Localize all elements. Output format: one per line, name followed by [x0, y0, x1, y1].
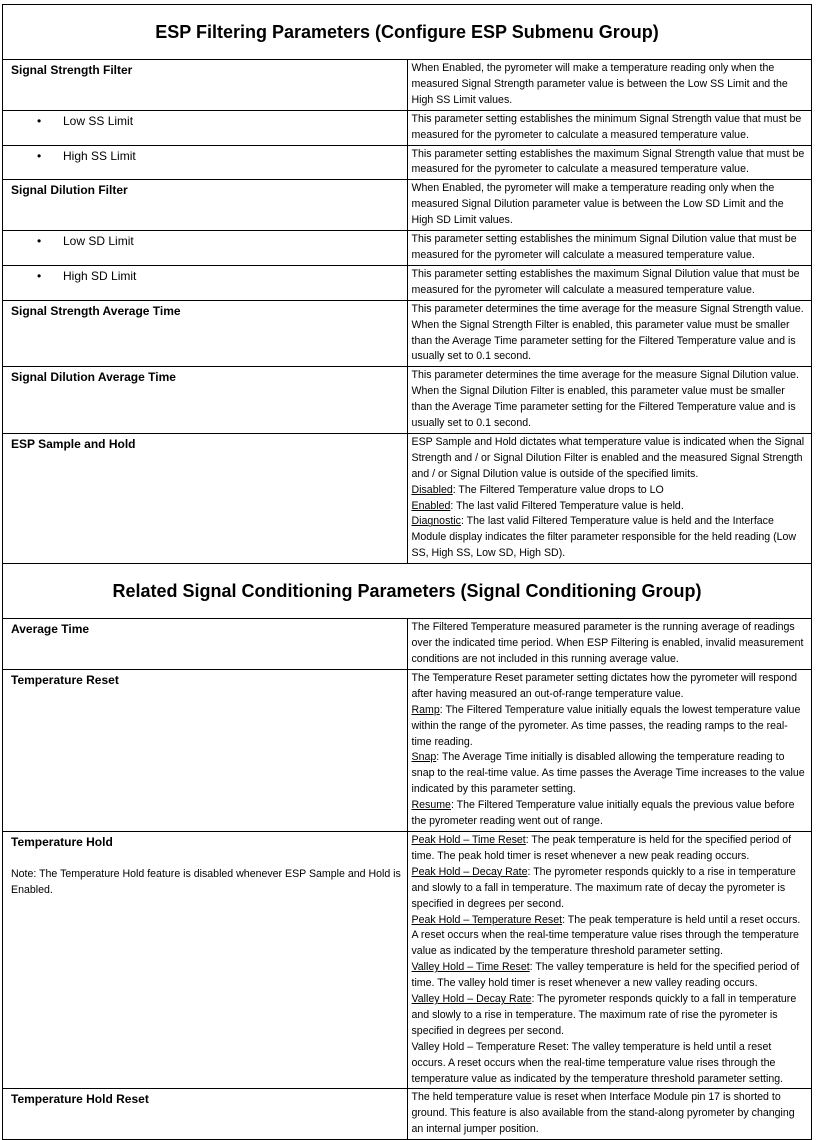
table-row — [3, 231, 812, 266]
option-term: Valley Hold – Time Reset — [411, 961, 530, 974]
table-row — [3, 831, 812, 1089]
param-description: When Enabled, the pyrometer will make a temperature reading only when the measured Signal Strength parameter value is between the Low SS Limit and the High SS Limit values. — [407, 60, 812, 111]
param-label: Signal Dilution Average Time — [3, 367, 408, 434]
param-label: ESP Sample and Hold — [3, 433, 408, 563]
option-peak-time-reset — [412, 833, 808, 865]
option-term: Diagnostic — [411, 515, 461, 528]
option-term: Peak Hold – Decay Rate — [411, 865, 528, 878]
option-text: : The peak temperature is held until a reset occurs. A reset occurs when the real-time temperature value rises through the temperature value as indicated by the temperature threshold parameter setting. — [411, 913, 801, 958]
param-label-text: Low SS Limit — [63, 113, 134, 128]
table-row — [3, 619, 812, 670]
option-peak-decay-rate — [412, 865, 808, 913]
option-valley-temperature-reset: Valley Hold – Temperature Reset: The valley temperature is held until a reset occurs. A reset occurs when the real-time temperature value rises through the temperature value as indicated by the temperature threshold parameter setting. — [411, 1040, 784, 1085]
param-label-sub — [3, 110, 408, 145]
option-term: Peak Hold – Temperature Reset — [411, 913, 563, 926]
param-label: Average Time — [3, 619, 408, 670]
option-term: Enabled — [411, 499, 451, 512]
option-snap — [412, 750, 808, 798]
description-intro: The Temperature Reset parameter setting dictates how the pyrometer will respond after having measured an out-of-range temperature value. — [411, 671, 797, 700]
option-term: Valley Hold – Decay Rate — [411, 993, 532, 1006]
option-term: Peak Hold – Time Reset — [411, 833, 526, 846]
option-term: Ramp — [411, 703, 440, 716]
table-row — [3, 145, 812, 180]
table-row — [3, 1089, 812, 1140]
param-description — [407, 831, 812, 1089]
option-text: : The pyrometer responds quickly to a rise in temperature and slowly to a fall in temperature. The maximum rate of decay the pyrometer is specified in degrees per second. — [411, 865, 796, 910]
section-title-signal-conditioning: Related Signal Conditioning Parameters (Signal Conditioning Group) — [3, 564, 812, 619]
param-label-sub — [3, 231, 408, 266]
param-label: Temperature Hold Reset — [3, 1089, 408, 1140]
bullet-icon: • — [37, 234, 42, 249]
param-label: Temperature Reset — [3, 669, 408, 831]
option-text: : The peak temperature is held for the specified period of time. The peak hold timer is reset whenever a new peak reading occurs. — [411, 833, 792, 862]
param-label-sub — [3, 145, 408, 180]
option-valley-time-reset — [412, 960, 808, 992]
param-label-text: High SD Limit — [63, 268, 137, 283]
option-diagnostic — [412, 514, 808, 562]
option-term: Snap — [411, 751, 437, 764]
table-row — [3, 300, 812, 367]
option-text: : The Filtered Temperature value initially equals the previous value before the pyrometer reading went out of range. — [411, 799, 795, 828]
param-label: Signal Dilution Filter — [3, 180, 408, 231]
table-row — [3, 265, 812, 300]
param-label — [3, 831, 408, 1089]
option-text: : The Filtered Temperature value drops to LO — [452, 483, 664, 496]
param-description: This parameter setting establishes the minimum Signal Strength value that must be measured for the pyrometer to calculate a measured temperature value. — [407, 110, 812, 145]
param-label: Signal Strength Average Time — [3, 300, 408, 367]
param-description: The Filtered Temperature measured parameter is the running average of readings over the indicated time period. When ESP Filtering is enabled, invalid measurement conditions are not included in this running average value. — [407, 619, 812, 670]
param-description: When Enabled, the pyrometer will make a temperature reading only when the measured Signal Dilution parameter value is between the Low SD Limit and the High SD Limit values. — [407, 180, 812, 231]
table-row — [3, 367, 812, 434]
option-term: Disabled — [411, 483, 453, 496]
option-text: : The pyrometer responds quickly to a fall in temperature and slowly to a rise in temperature. The maximum rate of rise the pyrometer is specified in degrees per second. — [411, 993, 797, 1037]
param-description: This parameter determines the time average for the measure Signal Dilution value. When the Signal Dilution Filter is enabled, this parameter value must be smaller than the Average Time parameter setting for the Filtered Temperature value and is usually set to 0.1 second. — [407, 367, 812, 434]
param-description: This parameter determines the time average for the measure Signal Strength value. When the Signal Strength Filter is enabled, this parameter value must be smaller than the Average Time parameter setting for the Filtered Temperature value and is usually set to 0.1 second. — [407, 300, 812, 367]
option-text: : The last valid Filtered Temperature value is held. — [450, 499, 684, 512]
section-header-row — [3, 5, 812, 60]
option-valley-decay-rate — [412, 992, 808, 1040]
description-intro: ESP Sample and Hold dictates what temperature value is indicated when the Signal Strength and / or Signal Dilution Filter is enabled and the measured Signal Strength and / or Signal Dilution value is outside of the specified limits. — [411, 435, 805, 480]
param-label-text: High SS Limit — [63, 148, 136, 163]
option-text: : The valley temperature is held for the specified period of time. The valley hold timer is reset whenever a new valley reading occurs. — [411, 961, 800, 990]
param-label-sub — [3, 265, 408, 300]
table-row — [3, 180, 812, 231]
option-text: : The Average Time initially is disabled allowing the temperature reading to snap to the real-time value. As time passes the Average Time increases to the value indicated by this parameter setting. — [411, 751, 805, 796]
table-row — [3, 60, 812, 111]
bullet-icon: • — [37, 268, 42, 283]
temperature-hold-note: Note: The Temperature Hold feature is disabled whenever ESP Sample and Hold is Enabled. — [11, 867, 401, 896]
option-peak-temperature-reset — [412, 913, 808, 961]
option-term: Resume — [411, 799, 451, 812]
param-description: This parameter setting establishes the maximum Signal Dilution value that must be measured for the pyrometer will calculate a measured temperature value. — [407, 265, 812, 300]
bullet-icon: • — [37, 113, 42, 128]
table-row — [3, 110, 812, 145]
section-title-esp-filtering: ESP Filtering Parameters (Configure ESP Submenu Group) — [3, 5, 812, 60]
option-ramp — [412, 703, 808, 751]
esp-parameters-table — [2, 4, 812, 1140]
param-label: Signal Strength Filter — [3, 60, 408, 111]
param-label-text: Temperature Hold — [11, 834, 113, 849]
table-row — [3, 433, 812, 563]
param-description: This parameter setting establishes the minimum Signal Dilution value that must be measured for the pyrometer will calculate a measured temperature value. — [407, 231, 812, 266]
option-text: : The last valid Filtered Temperature value is held and the Interface Module display indicates the filter parameter responsible for the held reading (Low SS, High SS, Low SD, High SD). — [411, 515, 797, 560]
option-enabled — [412, 499, 808, 515]
param-description — [407, 669, 812, 831]
bullet-icon: • — [37, 148, 42, 163]
param-label-text: Low SD Limit — [63, 234, 134, 249]
option-text: : The Filtered Temperature value initially equals the lowest temperature value within the range of the pyrometer. As time passes, the reading ramps to the real-time reading. — [411, 703, 801, 748]
param-description: The held temperature value is reset when Interface Module pin 17 is shorted to ground. This feature is also available from the stand-along pyrometer by changing an internal jumper position. — [407, 1089, 812, 1140]
section-header-row — [3, 564, 812, 619]
option-disabled — [412, 483, 808, 499]
param-description: This parameter setting establishes the maximum Signal Strength value that must be measured for the pyrometer to calculate a measured temperature value. — [407, 145, 812, 180]
table-row — [3, 669, 812, 831]
param-description — [407, 433, 812, 563]
option-resume — [412, 798, 808, 830]
